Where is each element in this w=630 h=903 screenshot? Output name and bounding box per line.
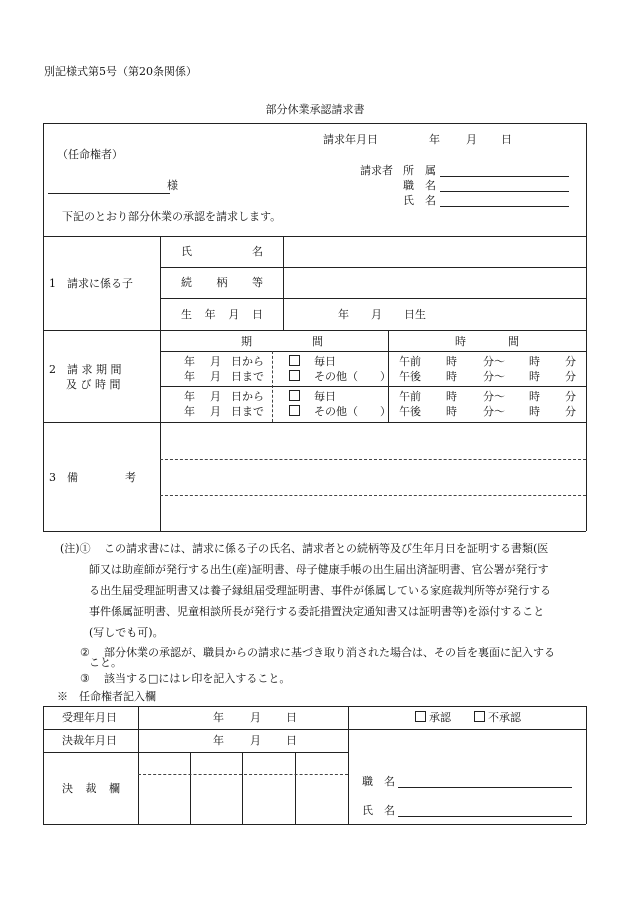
request-date-year: 年 — [429, 133, 440, 146]
decided-month: 月 — [250, 734, 261, 747]
pm-minute: 分～ — [483, 405, 505, 418]
time-header: 時 間 — [455, 335, 519, 348]
decided-day: 日 — [286, 734, 297, 747]
decided-year: 年 — [213, 734, 224, 747]
decision-label: 決 裁 欄 — [62, 782, 120, 795]
note3-number: ③ — [80, 672, 90, 685]
remarks-label: 3 備 考 — [49, 471, 136, 484]
period-header: 期 間 — [241, 335, 323, 348]
received-day: 日 — [286, 711, 297, 724]
pm-hour: 時 — [446, 370, 457, 383]
note-prefix: (注)① — [60, 542, 91, 555]
name-label: 氏 名 — [403, 194, 436, 207]
birth-label: 生 年 月 日 — [181, 308, 263, 321]
approver-position-label: 職 名 — [362, 775, 395, 788]
requester-label: 請求者 — [360, 164, 393, 177]
from-year: 年 — [184, 355, 195, 368]
affiliation-line[interactable] — [440, 176, 569, 177]
am-minute-end: 分 — [565, 355, 576, 368]
name-line[interactable] — [440, 206, 569, 207]
pm-minute: 分～ — [483, 370, 505, 383]
to-day: 日まで — [231, 370, 264, 383]
to-day: 日まで — [231, 405, 264, 418]
approver-name-line[interactable] — [398, 816, 572, 817]
to-year: 年 — [184, 370, 195, 383]
checkbox-icon[interactable] — [474, 711, 485, 722]
from-year: 年 — [184, 390, 195, 403]
decided-date-label: 決裁年月日 — [62, 734, 117, 747]
request-statement: 下記のとおり部分休業の承認を請求します。 — [62, 210, 282, 223]
from-day: 日から — [231, 355, 264, 368]
section2-label-line2: 及 び 時 間 — [66, 378, 121, 391]
birth-month: 月 — [371, 308, 382, 321]
form-number: 別記様式第5号（第20条関係） — [44, 65, 197, 78]
from-month: 月 — [210, 355, 221, 368]
received-month: 月 — [250, 711, 261, 724]
note3-line: 該当する□にはレ印を記入すること。 — [104, 672, 291, 685]
to-month: 月 — [210, 405, 221, 418]
checkbox-icon[interactable] — [289, 370, 300, 381]
honorific: 様 — [167, 179, 178, 192]
position-line[interactable] — [440, 191, 569, 192]
pm-hour-end: 時 — [529, 405, 540, 418]
affiliation-label: 所 属 — [403, 164, 436, 177]
am-hour: 時 — [446, 390, 457, 403]
other-option[interactable]: その他（ ） — [289, 370, 391, 383]
page-title: 部分休業承認請求書 — [265, 103, 365, 116]
pm-hour: 時 — [446, 405, 457, 418]
section1-label: 1 請求に係る子 — [49, 277, 133, 290]
am-minute-end: 分 — [565, 390, 576, 403]
disapprove-option[interactable]: 不承認 — [474, 711, 521, 724]
received-year: 年 — [213, 711, 224, 724]
pm-minute-end: 分 — [565, 405, 576, 418]
birth-suffix: 日生 — [404, 308, 426, 321]
am-hour-end: 時 — [529, 355, 540, 368]
checkbox-icon[interactable] — [289, 355, 300, 366]
pm-hour-end: 時 — [529, 370, 540, 383]
from-day: 日から — [231, 390, 264, 403]
child-name-label: 氏 名 — [181, 245, 263, 258]
note2-line-2: こと。 — [89, 656, 122, 669]
note1-line: 師又は助産師が発行する出生(産)証明書、母子健康手帳の出生届出済証明書、官公署が発行す — [89, 563, 549, 576]
daily-option[interactable]: 毎日 — [289, 355, 336, 368]
pm-label: 午後 — [399, 370, 421, 383]
request-date-month: 月 — [466, 133, 477, 146]
note1-line: この請求書には、請求に係る子の氏名、請求者との続柄等及び生年月日を証明する書類(医 — [104, 542, 549, 555]
checkbox-icon[interactable] — [289, 390, 300, 401]
to-month: 月 — [210, 370, 221, 383]
approve-option[interactable]: 承認 — [415, 711, 451, 724]
from-month: 月 — [210, 390, 221, 403]
pm-label: 午後 — [399, 405, 421, 418]
pm-minute-end: 分 — [565, 370, 576, 383]
appointer-box-title: ※ 任命権者記入欄 — [57, 690, 156, 703]
received-date-label: 受理年月日 — [62, 711, 117, 724]
child-name-field[interactable] — [284, 256, 585, 257]
am-label: 午前 — [399, 355, 421, 368]
note1-line: 事件係属証明書、児童相談所長が発行する委託措置決定通知書又は証明書等)を添付すること — [89, 605, 545, 618]
appointer-name-line[interactable] — [48, 193, 170, 194]
to-year: 年 — [184, 405, 195, 418]
checkbox-icon[interactable] — [289, 405, 300, 416]
checkbox-icon[interactable] — [415, 711, 426, 722]
approver-name-label: 氏 名 — [362, 804, 395, 817]
daily-option[interactable]: 毎日 — [289, 390, 336, 403]
request-date-label: 請求年月日 — [323, 133, 378, 146]
birth-year: 年 — [338, 308, 349, 321]
am-hour: 時 — [446, 355, 457, 368]
note2-number: ② — [80, 646, 90, 659]
position-label: 職 名 — [403, 179, 436, 192]
am-hour-end: 時 — [529, 390, 540, 403]
section2-label-line1: 2 請 求 期 間 — [49, 363, 122, 376]
other-option[interactable]: その他（ ） — [289, 405, 391, 418]
appointer-label: （任命権者） — [57, 148, 123, 161]
note1-line: る出生届受理証明書又は養子縁組届受理証明書、事件が係属している家庭裁判所等が発行する — [89, 584, 551, 597]
approver-position-line[interactable] — [398, 787, 572, 788]
am-label: 午前 — [399, 390, 421, 403]
note1-line: (写しでも可)。 — [89, 626, 164, 639]
request-date-day: 日 — [501, 133, 512, 146]
am-minute: 分～ — [483, 390, 505, 403]
relation-label: 続 柄 等 — [181, 276, 263, 289]
am-minute: 分～ — [483, 355, 505, 368]
note2-line: 部分休業の承認が、職員からの請求に基づき取り消された場合は、その旨を裏面に記入する — [104, 646, 555, 659]
